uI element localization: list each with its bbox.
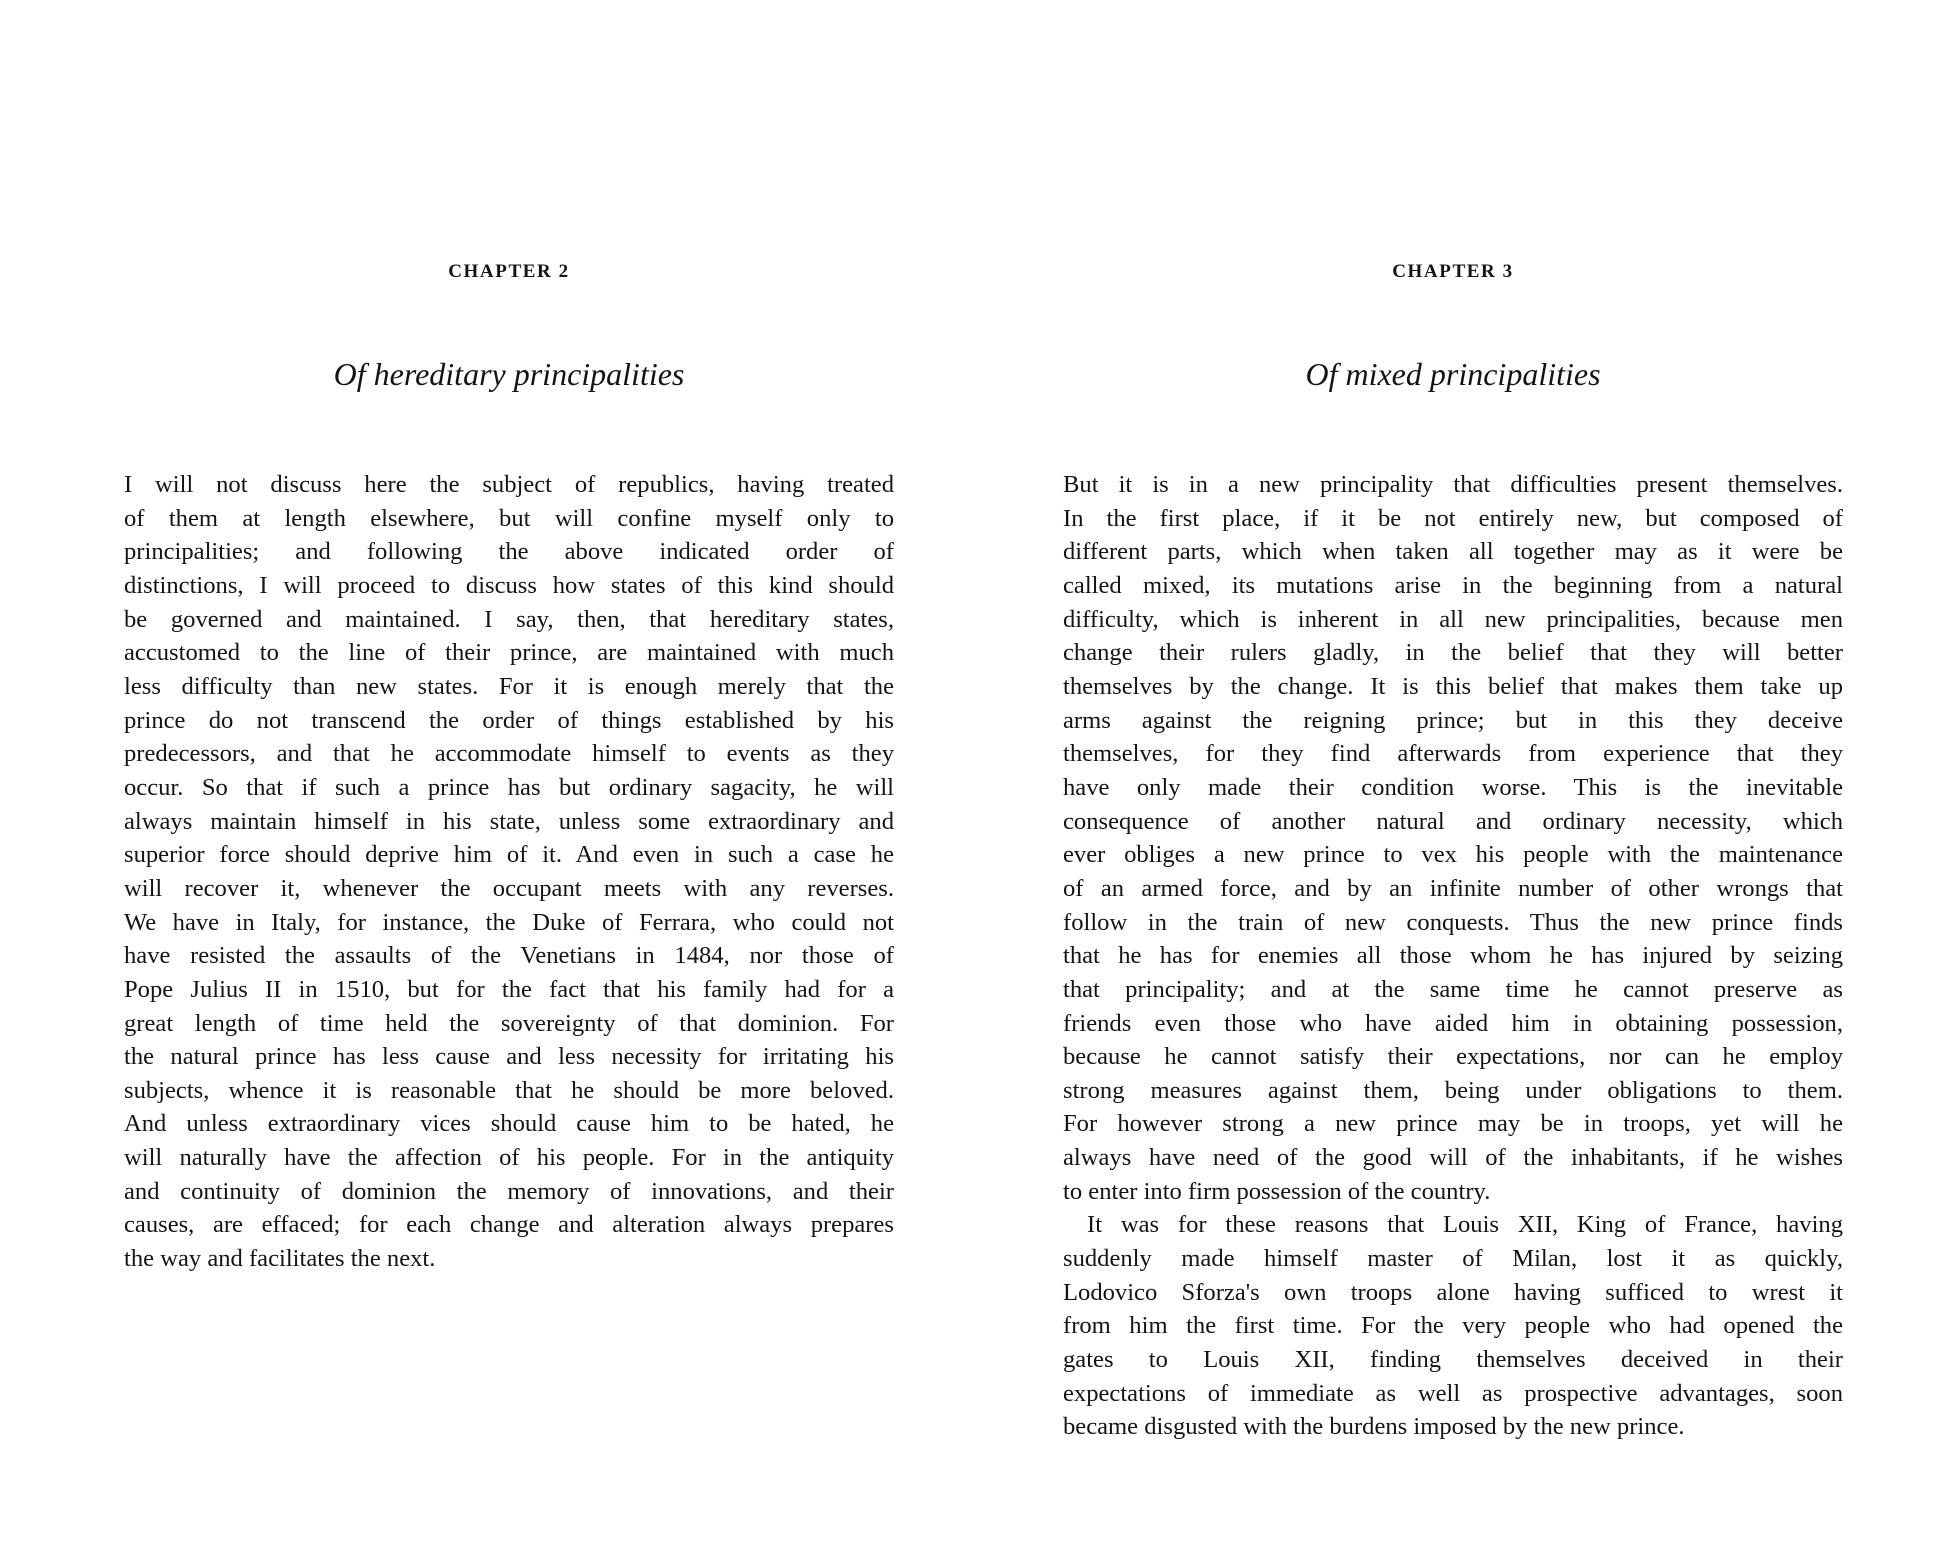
- text-line: always have need of the good will of the inhabitants, if he wishes: [1063, 1144, 1843, 1172]
- text-line: the way and facilitates the next.: [124, 1245, 436, 1273]
- text-line: For however strong a new prince may be in troops, yet will he: [1063, 1110, 1843, 1138]
- text-line: principalities; and following the above indicated order of: [124, 538, 894, 566]
- text-line: and continuity of dominion the memory of innovations, and their: [124, 1177, 894, 1205]
- left-page: [124, 0, 894, 1548]
- text-line: themselves, for they find afterwards from experience that they: [1063, 740, 1843, 768]
- chapter-body: [124, 468, 894, 1276]
- text-line: But it is in a new principality that difficulties present themselves.: [1063, 471, 1843, 498]
- text-line: friends even those who have aided him in obtaining possession,: [1063, 1009, 1843, 1037]
- text-line: causes, are effaced; for each change and alteration always prepares: [124, 1211, 894, 1239]
- text-line: called mixed, its mutations arise in the beginning from a natural: [1063, 571, 1843, 599]
- text-line: less difficulty than new states. For it is enough merely that the: [124, 672, 894, 700]
- text-line: of an armed force, and by an infinite number of other wrongs that: [1063, 874, 1843, 902]
- text-line: accustomed to the line of their prince, are maintained with much: [124, 639, 894, 667]
- text-line: In the first place, if it be not entirely new, but composed of: [1063, 504, 1843, 532]
- text-line: strong measures against them, being under obligations to them.: [1063, 1076, 1843, 1104]
- text-line: have only made their condition worse. This is the inevitable: [1063, 773, 1843, 801]
- chapter-title: Of mixed principalities: [1305, 356, 1601, 392]
- right-page: [1063, 0, 1843, 1548]
- text-line: always maintain himself in his state, unless some extraordinary and: [124, 807, 894, 835]
- text-line: consequence of another natural and ordinary necessity, which: [1063, 807, 1843, 835]
- text-line: follow in the train of new conquests. Thus the new prince finds: [1063, 908, 1843, 936]
- text-line: occur. So that if such a prince has but ordinary sagacity, he will: [124, 773, 894, 801]
- text-line: superior force should deprive him of it. And even in such a case he: [124, 841, 894, 869]
- text-line: gates to Louis XII, finding themselves deceived in their: [1063, 1346, 1843, 1374]
- chapter-title: Of hereditary principalities: [333, 356, 685, 392]
- text-line: themselves by the change. It is this belief that makes them take up: [1063, 672, 1843, 700]
- text-line: the natural prince has less cause and less necessity for irritating his: [124, 1043, 894, 1071]
- text-line: of them at length elsewhere, but will confine myself only to: [124, 504, 894, 532]
- text-line: ever obliges a new prince to vex his people with the maintenance: [1063, 841, 1843, 869]
- text-line: Pope Julius II in 1510, but for the fact that his family had for a: [124, 975, 894, 1003]
- text-line: Lodovico Sforza's own troops alone having sufficed to wrest it: [1063, 1278, 1843, 1306]
- text-line: expectations of immediate as well as prospective advantages, soon: [1063, 1379, 1843, 1407]
- text-line: arms against the reigning prince; but in this they deceive: [1063, 706, 1843, 734]
- text-line: different parts, which when taken all together may as it were be: [1063, 538, 1843, 566]
- text-line: predecessors, and that he accommodate himself to events as they: [124, 740, 894, 768]
- text-line: And unless extraordinary vices should cause him to be hated, he: [124, 1110, 894, 1138]
- text-line: to enter into firm possession of the country.: [1063, 1177, 1491, 1205]
- text-line: difficulty, which is inherent in all new principalities, because men: [1063, 605, 1843, 633]
- text-line: suddenly made himself master of Milan, lost it as quickly,: [1063, 1245, 1843, 1273]
- chapter-label: CHAPTER 3: [1392, 261, 1514, 282]
- text-line: have resisted the assaults of the Venetians in 1484, nor those of: [124, 942, 894, 970]
- text-line: that principality; and at the same time he cannot preserve as: [1063, 975, 1843, 1003]
- text-line: be governed and maintained. I say, then, that hereditary states,: [124, 605, 894, 633]
- text-line: It was for these reasons that Louis XII, King of France, having: [1087, 1211, 1843, 1239]
- text-line: that he has for enemies all those whom he has injured by seizing: [1063, 942, 1843, 970]
- text-line: will naturally have the affection of his people. For in the antiquity: [124, 1144, 894, 1172]
- chapter-label: CHAPTER 2: [448, 261, 570, 282]
- text-line: became disgusted with the burdens imposed by the new prince.: [1063, 1413, 1685, 1441]
- chapter-body: [1063, 468, 1843, 1444]
- text-line: We have in Italy, for instance, the Duke of Ferrara, who could not: [124, 908, 894, 936]
- text-line: because he cannot satisfy their expectations, nor can he employ: [1063, 1043, 1843, 1071]
- text-line: subjects, whence it is reasonable that he should be more beloved.: [124, 1076, 894, 1104]
- text-line: will recover it, whenever the occupant meets with any reverses.: [124, 874, 894, 902]
- text-line: prince do not transcend the order of things established by his: [124, 706, 894, 734]
- text-line: from him the first time. For the very people who had opened the: [1063, 1312, 1843, 1340]
- text-line: I will not discuss here the subject of republics, having treated: [124, 471, 894, 498]
- text-line: great length of time held the sovereignty of that dominion. For: [124, 1009, 894, 1037]
- text-line: change their rulers gladly, in the belief that they will better: [1063, 639, 1843, 667]
- text-line: distinctions, I will proceed to discuss how states of this kind should: [124, 571, 894, 599]
